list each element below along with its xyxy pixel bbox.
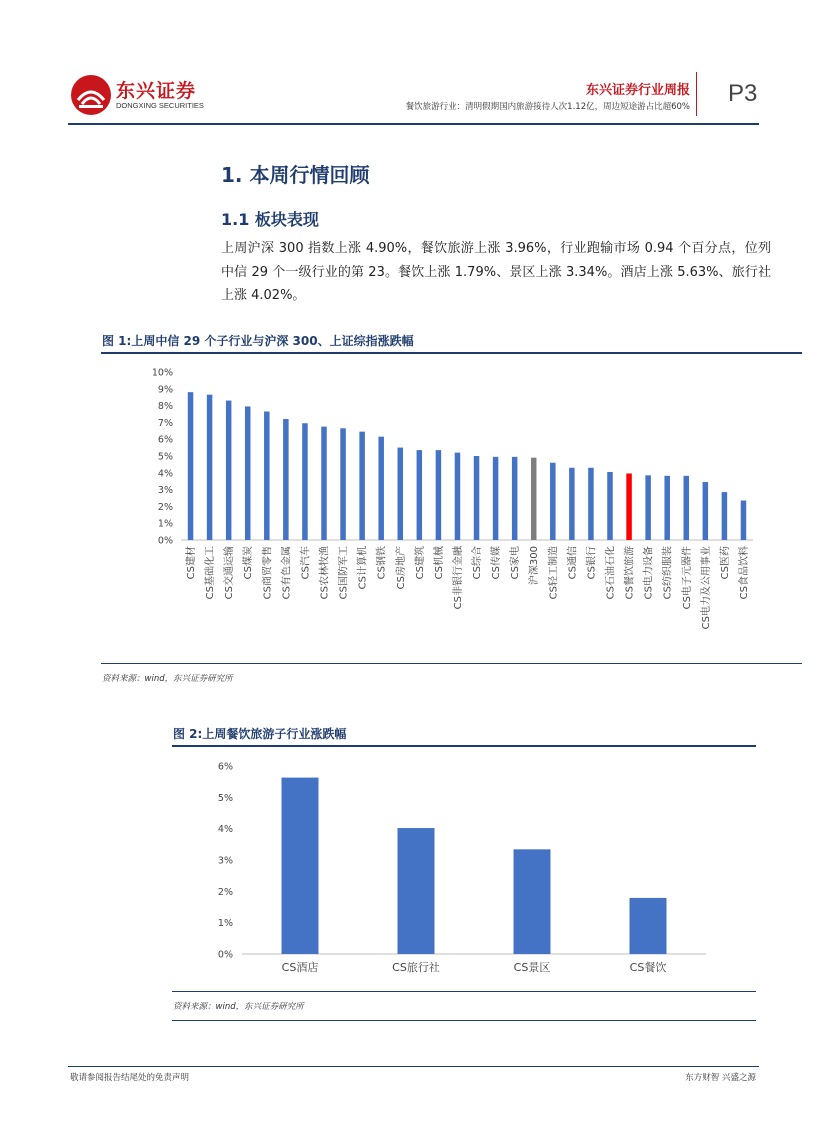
x-tick-label: CS交通运输 [224, 546, 236, 600]
bar-CS电力及公用事业 [703, 482, 709, 540]
bar-CS煤炭 [245, 406, 251, 540]
x-tick-label: CS旅行社 [392, 961, 440, 974]
figure2-top-rule [172, 745, 756, 747]
x-tick-label: CS纺织服装 [662, 546, 674, 600]
x-tick-label: CS机械 [433, 546, 445, 580]
bar-CS医药 [722, 492, 728, 540]
y-tick-label: 0% [157, 535, 173, 547]
y-tick-label: 4% [217, 824, 233, 836]
y-tick-label: 10% [151, 367, 173, 379]
bar-CS非银行金融 [455, 453, 461, 540]
bar-CS食品饮料 [741, 501, 747, 540]
x-tick-label: CS建材 [186, 546, 198, 580]
y-tick-label: 5% [217, 792, 233, 804]
bar-CS农林牧渔 [321, 427, 327, 540]
logo-icon [70, 74, 112, 116]
bar-CS餐饮旅游 [626, 473, 632, 540]
bar-CS旅行社 [398, 828, 435, 954]
header-divider [696, 72, 697, 116]
y-tick-label: 1% [157, 518, 173, 530]
logo-text-cn: 东兴证券 [116, 80, 197, 102]
x-tick-label: CS食品饮料 [738, 546, 750, 600]
header-rule [68, 123, 759, 125]
x-tick-label: CS通信 [567, 546, 579, 580]
x-tick-label: CS石油石化 [605, 546, 617, 600]
bar-CS通信 [569, 468, 575, 540]
figure1-title: 图 1:上周中信 29 个子行业与沪深 300、上证综指涨跌幅 [102, 334, 414, 348]
bar-CS国防军工 [340, 428, 346, 540]
bar-CS有色金属 [283, 419, 289, 540]
bar-CS家电 [512, 457, 517, 540]
figure2-end-rule [172, 1020, 756, 1021]
y-tick-label: 7% [157, 417, 173, 429]
x-tick-label: CS轻工制造 [548, 546, 560, 600]
figure2-source: 资料来源：wind，东兴证券研究所 [173, 1002, 304, 1012]
x-tick-label: CS电子元器件 [681, 546, 693, 610]
body-paragraph: 上周沪深 300 指数上涨 4.90%，餐饮旅游上涨 3.96%，行业跑输市场 0.94 个百分点，位列中信 29 个一级行业的第 23。餐饮上涨 1.79%、景区上涨 3.34%。酒店上涨 5.63%、旅行社上涨 4.02%。 [221, 241, 771, 303]
x-tick-label: CS基础化工 [205, 546, 217, 600]
report-subtitle: 餐饮旅游行业：清明假期国内旅游接待人次1.12亿，周边短途游占比超60% [405, 102, 690, 112]
subsection-heading: 1.1 板块表现 [221, 210, 319, 229]
bar-CS交通运输 [226, 401, 232, 540]
x-tick-label: CS非银行金融 [452, 546, 464, 610]
x-tick-label: CS建筑 [414, 546, 426, 580]
bar-CS电力设备 [645, 475, 651, 540]
y-tick-label: 9% [157, 384, 173, 396]
x-tick-label: CS餐饮 [629, 961, 667, 974]
x-tick-label: CS综合 [472, 546, 484, 580]
figure2-bottom-rule [172, 991, 756, 992]
figure2-title: 图 2:上周餐饮旅游子行业涨跌幅 [173, 727, 347, 741]
bar-CS餐饮 [630, 898, 667, 954]
x-tick-label: CS医药 [719, 546, 731, 580]
y-tick-label: 8% [157, 401, 173, 413]
x-tick-label: CS电力及公用事业 [700, 546, 712, 630]
x-tick-label: 沪深300 [529, 546, 541, 586]
y-tick-label: 0% [217, 949, 233, 961]
bar-CS综合 [474, 456, 480, 540]
x-tick-label: CS银行 [586, 546, 598, 580]
y-tick-label: 4% [157, 468, 173, 480]
bar-CS银行 [588, 468, 594, 540]
section-heading: 1. 本周行情回顾 [221, 163, 370, 187]
x-tick-label: CS汽车 [300, 546, 312, 580]
x-tick-label: CS房地产 [395, 546, 407, 590]
figure2-chart [172, 752, 756, 987]
report-title: 东兴证券行业周报 [585, 83, 690, 98]
bar-CS计算机 [359, 432, 365, 540]
x-tick-label: CS电力设备 [643, 546, 655, 600]
footer-slogan: 东方财智 兴盛之源 [685, 1073, 756, 1083]
figure1-chart [101, 360, 802, 660]
bar-CS轻工制造 [550, 463, 556, 540]
bar-CS石油石化 [607, 472, 613, 540]
logo-text-en: DONGXING SECURITIES [116, 101, 204, 110]
y-tick-label: 6% [157, 434, 173, 446]
bar-CS房地产 [398, 448, 404, 540]
y-tick-label: 1% [217, 918, 233, 930]
bar-CS纺织服装 [664, 476, 670, 540]
bar-沪深300 [531, 458, 537, 540]
bar-CS建筑 [417, 450, 423, 540]
y-tick-label: 3% [217, 855, 233, 867]
x-tick-label: CS钢铁 [376, 546, 388, 580]
x-tick-label: CS餐饮旅游 [624, 546, 636, 600]
x-tick-label: CS商贸零售 [262, 546, 274, 600]
y-tick-label: 2% [217, 886, 233, 898]
footer-disclaimer: 敬请参阅报告结尾处的免责声明 [70, 1073, 190, 1083]
bar-CS机械 [436, 450, 442, 540]
y-tick-label: 3% [157, 485, 173, 497]
figure1-bottom-rule [101, 663, 802, 664]
y-tick-label: 6% [217, 761, 233, 773]
bar-CS建材 [188, 392, 194, 540]
x-tick-label: CS国防军工 [338, 546, 350, 600]
x-tick-label: CS传媒 [491, 546, 503, 580]
footer-rule [68, 1066, 759, 1067]
x-tick-label: CS景区 [513, 961, 551, 974]
x-tick-label: CS煤炭 [243, 546, 255, 580]
bar-CS酒店 [282, 778, 319, 954]
y-tick-label: 2% [157, 501, 173, 513]
bar-CS传媒 [493, 457, 499, 540]
figure1-source: 资料来源：wind，东兴证券研究所 [102, 674, 233, 684]
page-number: P3 [728, 80, 758, 107]
x-tick-label: CS农林牧渔 [319, 546, 331, 600]
bar-CS基础化工 [207, 395, 213, 540]
y-tick-label: 5% [157, 451, 173, 463]
bar-CS电子元器件 [684, 476, 690, 540]
bar-CS汽车 [302, 423, 308, 540]
figure1-top-rule [101, 352, 802, 354]
x-tick-label: CS家电 [510, 546, 522, 580]
x-tick-label: CS酒店 [281, 961, 319, 974]
bar-CS钢铁 [378, 437, 384, 540]
bar-CS景区 [514, 849, 551, 954]
x-tick-label: CS有色金属 [281, 546, 293, 600]
bar-CS商贸零售 [264, 411, 270, 540]
x-tick-label: CS计算机 [357, 546, 369, 590]
